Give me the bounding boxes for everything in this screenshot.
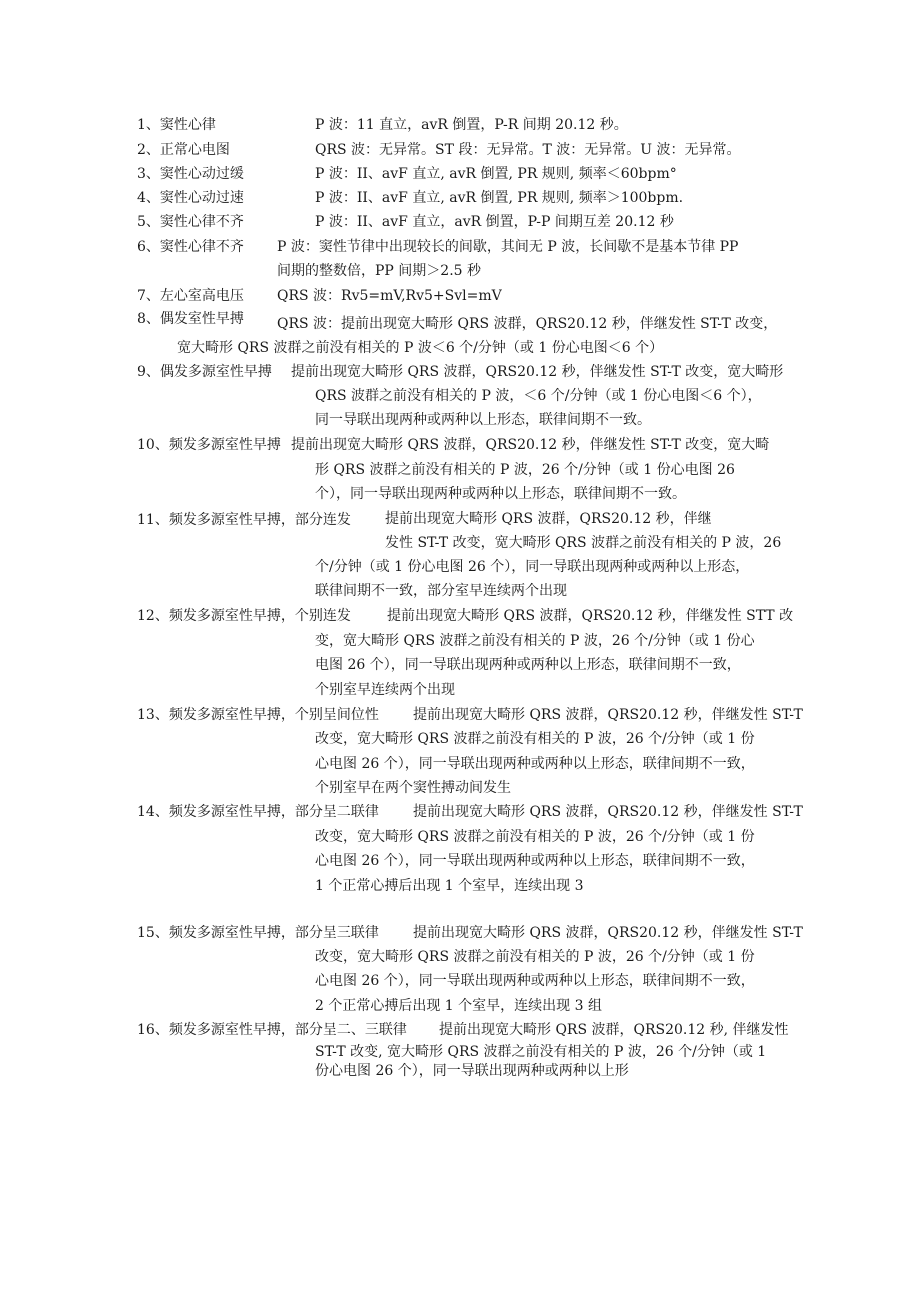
- entry-15-line-3: 心电图 26 个），同一导联出现两种或两种以上形态，联律间期不一致，: [315, 973, 755, 989]
- entry-14-line-1: 提前出现宽大畸形 QRS 波群，QRS20.12 秒，伴继发性 ST-T: [413, 804, 803, 820]
- entry-15-line-4: 2 个正常心搏后出现 1 个室早，连续出现 3 组: [315, 998, 602, 1014]
- entry-10-line-3: 个），同一导联出现两种或两种以上形态，联律间期不一致。: [315, 486, 686, 502]
- entry-15-line-1: 提前出现宽大畸形 QRS 波群，QRS20.12 秒，伴继发性 ST-T: [413, 925, 803, 941]
- entry-6-title: 6、窦性心律不齐: [137, 239, 244, 255]
- entry-11-title: 11、频发多源室性早搏，部分连发: [137, 512, 351, 528]
- entry-14-line-4: 1 个正常心搏后出现 1 个室早，连续出现 3: [315, 878, 584, 894]
- entry-10-title: 10、频发多源室性早搏: [137, 437, 281, 453]
- entry-2-title: 2、正常心电图: [137, 142, 230, 158]
- entry-13-line-4: 个别室早在两个窦性搏动间发生: [315, 780, 511, 796]
- entry-8-line-1: QRS 波：提前出现宽大畸形 QRS 波群，QRS20.12 秒，伴继发性 ST-T 改变，: [277, 316, 778, 332]
- entry-3-title: 3、窦性心动过缓: [137, 166, 244, 182]
- entry-12-line-1: 提前出现宽大畸形 QRS 波群，QRS20.12 秒，伴继发性 STT 改: [387, 608, 794, 624]
- entry-9-line-1: 提前出现宽大畸形 QRS 波群，QRS20.12 秒，伴继发性 ST-T 改变，宽大畸形: [291, 364, 784, 380]
- entry-1-line-1: P 波：11 直立，avR 倒置，P-R 间期 20.12 秒。: [315, 117, 628, 133]
- entry-7-line-1: QRS 波：Rv5=mV,Rv5+Svl=mV: [277, 288, 502, 304]
- entry-14-title: 14、频发多源室性早搏，部分呈二联律: [137, 804, 379, 820]
- entry-2-line-1: QRS 波：无异常。ST 段：无异常。T 波：无异常。U 波：无异常。: [315, 142, 741, 158]
- entry-15-line-2: 改变，宽大畸形 QRS 波群之前没有相关的 P 波，26 个/分钟（或 1 份: [315, 949, 755, 965]
- entry-14-line-3: 心电图 26 个），同一导联出现两种或两种以上形态，联律间期不一致，: [315, 853, 755, 869]
- entry-12-line-3: 电图 26 个），同一导联出现两种或两种以上形态，联律间期不一致，: [315, 657, 741, 673]
- entry-16-title: 16、频发多源室性早搏，部分呈二、三联律: [137, 1022, 407, 1038]
- entry-5-line-1: P 波：II、avF 直立，avR 倒置，P-P 间期互差 20.12 秒: [315, 214, 674, 230]
- entry-8-title: 8、偶发室性早搏: [137, 311, 244, 327]
- entry-4-title: 4、窦性心动过速: [137, 190, 244, 206]
- entry-8-line-2: 宽大畸形 QRS 波群之前没有相关的 P 波＜6 个/分钟（或 1 份心电图＜6 个）: [177, 340, 664, 356]
- entry-13-line-2: 改变，宽大畸形 QRS 波群之前没有相关的 P 波，26 个/分钟（或 1 份: [315, 731, 755, 747]
- entry-15-title: 15、频发多源室性早搏，部分呈三联律: [137, 925, 379, 941]
- entry-10-line-2: 形 QRS 波群之前没有相关的 P 波，26 个/分钟（或 1 份心电图 26: [315, 462, 735, 478]
- entry-10-line-1: 提前出现宽大畸形 QRS 波群，QRS20.12 秒，伴继发性 ST-T 改变，宽大畸: [291, 437, 770, 453]
- entry-6-line-2: 间期的整数倍，PP 间期＞2.5 秒: [277, 263, 482, 279]
- entry-4-line-1: P 波：II、avF 直立, avR 倒置, PR 规则, 频率＞100bpm.: [315, 190, 684, 206]
- entry-11-line-1: 提前出现宽大畸形 QRS 波群，QRS20.12 秒，伴继: [385, 511, 712, 527]
- entry-1-title: 1、窦性心律: [137, 117, 216, 133]
- entry-7-title: 7、左心室高电压: [137, 288, 244, 304]
- entry-5-title: 5、窦性心律不齐: [137, 214, 244, 230]
- entry-13-line-3: 心电图 26 个），同一导联出现两种或两种以上形态，联律间期不一致，: [315, 756, 755, 772]
- entry-13-title: 13、频发多源室性早搏，个别呈间位性: [137, 707, 379, 723]
- entry-16-line-3: 份心电图 26 个），同一导联出现两种或两种以上形: [315, 1063, 629, 1079]
- entry-13-line-1: 提前出现宽大畸形 QRS 波群，QRS20.12 秒，伴继发性 ST-T: [413, 707, 803, 723]
- entry-9-line-2: QRS 波群之前没有相关的 P 波，＜6 个/分钟（或 1 份心电图＜6 个），: [315, 388, 762, 404]
- entry-9-line-3: 同一导联出现两种或两种以上形态，联律间期不一致。: [315, 412, 651, 428]
- entry-6-line-1: P 波：窦性节律中出现较长的间歇，其间无 P 波，长间歇不是基本节律 PP: [277, 239, 739, 255]
- entry-12-title: 12、频发多源室性早搏，个别连发: [137, 608, 351, 624]
- entry-9-title: 9、偶发多源室性早搏: [137, 364, 272, 380]
- entry-16-line-1: 提前出现宽大畸形 QRS 波群，QRS20.12 秒, 伴继发性: [439, 1022, 789, 1038]
- entry-11-line-3: 个/分钟（或 1 份心电图 26 个），同一导联出现两种或两种以上形态，: [315, 559, 750, 575]
- entry-16-line-2: ST-T 改变, 宽大畸形 QRS 波群之前没有相关的 P 波，26 个/分钟（或 1: [315, 1044, 767, 1060]
- entry-14-line-2: 改变，宽大畸形 QRS 波群之前没有相关的 P 波，26 个/分钟（或 1 份: [315, 829, 755, 845]
- entry-11-line-2: 发性 ST-T 改变，宽大畸形 QRS 波群之前没有相关的 P 波，26: [385, 535, 782, 551]
- entry-11-line-4: 联律间期不一致，部分室早连续两个出现: [315, 583, 567, 599]
- entry-12-line-4: 个别室早连续两个出现: [315, 682, 455, 698]
- entry-3-line-1: P 波：II、avF 直立, avR 倒置, PR 规则, 频率＜60bpm°: [315, 166, 677, 182]
- entry-12-line-2: 变，宽大畸形 QRS 波群之前没有相关的 P 波，26 个/分钟（或 1 份心: [315, 633, 755, 649]
